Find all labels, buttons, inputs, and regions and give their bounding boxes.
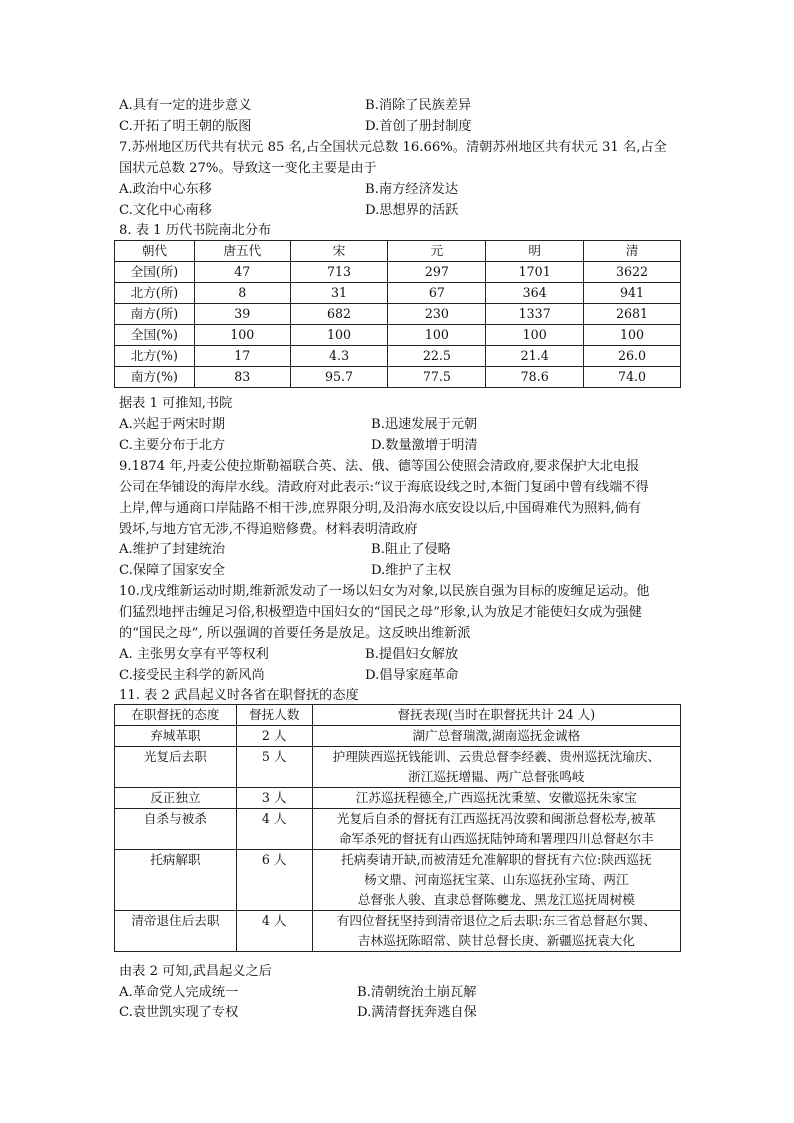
q9-stem-line-2: 公司在华铺设的海岸水线。清政府对此表示:“议于海底设线之时,本衙门复函中曾有线端不得: [119, 480, 649, 495]
count-cell: 3 人: [236, 788, 312, 809]
q7-option-b: B.南方经济发达: [365, 182, 459, 197]
q8-option-d: D.数量激增于明清: [371, 438, 478, 453]
q10-stem-line-2: 们猛烈地抨击缠足习俗,积极塑造中国妇女的“国民之母”形象,认为放足才能使妇女成为强健: [119, 605, 642, 620]
row-label-cell: 北方(%): [115, 346, 195, 367]
header-cell: 督抚表现(当时在职督抚共计 24 人): [312, 705, 680, 726]
value-cell: 元: [388, 241, 486, 262]
value-cell: 1701: [486, 262, 584, 283]
description-line: 总督张人骏、直隶总督陈夔龙、黑龙江巡抚周树模: [357, 892, 635, 907]
header-cell: 督抚人数: [236, 705, 312, 726]
description-cell: [312, 850, 680, 911]
q7-option-d: D.思想界的活跃: [365, 203, 459, 218]
table-row: [115, 788, 681, 809]
q10-stem-line-1: 10.戊戌维新运动时期,维新派发动了一场以妇女为对象,以民族自强为目标的废缠足运动。他: [119, 584, 650, 599]
table-1-academy-distribution: [114, 240, 681, 388]
table-row: [115, 911, 681, 952]
description-cell: [312, 747, 680, 788]
q10-option-d: D.倡导家庭革命: [365, 668, 459, 683]
value-cell: 2681: [584, 304, 681, 325]
attitude-cell: 弃城革职: [115, 726, 237, 747]
q9-stem-line-1: 9.1874 年,丹麦公使拉斯勒福联合英、法、俄、德等国公使照会清政府,要求保护大北电报: [119, 459, 640, 474]
q7-stem-line-1: 7.苏州地区历代共有状元 85 名,占全国状元总数 16.66%。清朝苏州地区共有状元 31 名,占全: [119, 140, 667, 155]
value-cell: 3622: [584, 262, 681, 283]
table-row: [115, 262, 681, 283]
q11-option-b: B.清朝统治土崩瓦解: [357, 985, 477, 1000]
value-cell: 宋: [290, 241, 388, 262]
table-row: [115, 283, 681, 304]
q11-option-a: A.革命党人完成统一: [119, 985, 239, 1000]
count-cell: 4 人: [236, 911, 312, 952]
row-label-cell: 北方(所): [115, 283, 195, 304]
count-cell: 2 人: [236, 726, 312, 747]
description-line: 托病奏请开缺,而被清廷允准解职的督抚有六位:陕西巡抚: [341, 852, 652, 867]
description-cell: [312, 788, 680, 809]
q10-option-c: C.接受民主科学的新风尚: [119, 668, 265, 683]
table-row: [115, 809, 681, 850]
value-cell: 清: [584, 241, 681, 262]
table-2-governor-attitudes: [114, 704, 681, 952]
description-line: 有四位督抚坚持到清帝退位之后去职:东三省总督赵尔巽、: [336, 913, 656, 928]
value-cell: 唐五代: [194, 241, 290, 262]
value-cell: 100: [486, 325, 584, 346]
value-cell: 95.7: [290, 367, 388, 388]
value-cell: 100: [584, 325, 681, 346]
description-line: 杨文鼎、河南巡抚宝菜、山东巡抚孙宝琦、两江: [364, 872, 629, 887]
q10-option-a: A. 主张男女享有平等权利: [119, 647, 269, 662]
value-cell: 明: [486, 241, 584, 262]
table-header-row: [115, 241, 681, 262]
value-cell: 230: [388, 304, 486, 325]
value-cell: 8: [194, 283, 290, 304]
description-line: 护理陕西巡抚钱能训、云贵总督李经羲、贵州巡抚沈瑜庆、: [332, 749, 661, 764]
attitude-cell: 清帝退住后去职: [115, 911, 237, 952]
table-row: [115, 726, 681, 747]
value-cell: 26.0: [584, 346, 681, 367]
attitude-cell: 光复后去职: [115, 747, 237, 788]
description-line: 命军杀死的督抚有山西巡抚陆钟琦和署理四川总督赵尔丰: [338, 831, 654, 846]
q11-option-d: D.满清督抚奔逃自保: [357, 1005, 477, 1020]
table-row: [115, 304, 681, 325]
table-row: [115, 367, 681, 388]
attitude-cell: 托病解职: [115, 850, 237, 911]
q7-stem-line-2: 国状元总数 27%。导致这一变化主要是由于: [119, 161, 377, 176]
value-cell: 100: [388, 325, 486, 346]
value-cell: 100: [194, 325, 290, 346]
value-cell: 682: [290, 304, 388, 325]
count-cell: 5 人: [236, 747, 312, 788]
value-cell: 47: [194, 262, 290, 283]
row-label-cell: 朝代: [115, 241, 195, 262]
value-cell: 713: [290, 262, 388, 283]
table-row: [115, 850, 681, 911]
row-label-cell: 南方(所): [115, 304, 195, 325]
table-header-row: [115, 705, 681, 726]
description-line: 江苏巡抚程德全,广西巡抚沈秉堃、安徽巡抚朱家宝: [355, 790, 637, 805]
q9-option-b: B.阻止了侵略: [371, 542, 451, 557]
value-cell: 31: [290, 283, 388, 304]
value-cell: 74.0: [584, 367, 681, 388]
q9-option-a: A.维护了封建统治: [119, 542, 226, 557]
q6-option-b: B.消除了民族差异: [365, 98, 472, 113]
value-cell: 941: [584, 283, 681, 304]
q11-caption: 11. 表 2 武昌起义时各省在职督抚的态度: [119, 688, 359, 703]
q6-option-a: A.具有一定的进步意义: [119, 98, 252, 113]
count-cell: 4 人: [236, 809, 312, 850]
description-line: 浙江巡抚增韫、两广总督张鸣岐: [408, 769, 585, 784]
value-cell: 100: [290, 325, 388, 346]
value-cell: 77.5: [388, 367, 486, 388]
q7-option-a: A.政治中心东移: [119, 182, 212, 197]
q10-option-b: B.提倡妇女解放: [365, 647, 459, 662]
description-line: 光复后自杀的督抚有江西巡抚冯汝骙和闽浙总督松寿,被革: [336, 811, 656, 826]
attitude-cell: 自杀与被杀: [115, 809, 237, 850]
value-cell: 67: [388, 283, 486, 304]
value-cell: 21.4: [486, 346, 584, 367]
row-label-cell: 全国(所): [115, 262, 195, 283]
description-cell: [312, 726, 680, 747]
description-cell: [312, 809, 680, 850]
value-cell: 83: [194, 367, 290, 388]
value-cell: 17: [194, 346, 290, 367]
q8-caption: 8. 表 1 历代书院南北分布: [119, 223, 272, 238]
q8-question: 据表 1 可推知,书院: [119, 396, 233, 411]
q9-option-d: D.维护了主权: [371, 563, 452, 578]
description-line: 湖广总督瑞澂,湖南巡抚金诚格: [412, 728, 581, 743]
value-cell: 39: [194, 304, 290, 325]
q11-option-c: C.袁世凯实现了专权: [119, 1005, 239, 1020]
table-row: [115, 346, 681, 367]
q11-question: 由表 2 可知,武昌起义之后: [119, 964, 272, 979]
description-line: 吉林巡抚陈昭常、陕甘总督长庚、新疆巡抚袁大化: [357, 933, 635, 948]
header-cell: 在职督抚的态度: [115, 705, 237, 726]
value-cell: 1337: [486, 304, 584, 325]
value-cell: 22.5: [388, 346, 486, 367]
description-cell: [312, 911, 680, 952]
count-cell: 6 人: [236, 850, 312, 911]
q8-option-c: C.主要分布于北方: [119, 438, 226, 453]
q9-stem-line-4: 毁坏,与地方官无涉,不得追赔修费。材料表明清政府: [119, 522, 418, 537]
row-label-cell: 全国(%): [115, 325, 195, 346]
q6-option-c: C.开拓了明王朝的版图: [119, 119, 252, 134]
value-cell: 297: [388, 262, 486, 283]
q8-option-b: B.迅速发展于元朝: [371, 417, 478, 432]
row-label-cell: 南方(%): [115, 367, 195, 388]
q8-option-a: A.兴起于两宋时期: [119, 417, 226, 432]
table-row: [115, 325, 681, 346]
value-cell: 78.6: [486, 367, 584, 388]
attitude-cell: 反正独立: [115, 788, 237, 809]
q9-stem-line-3: 上岸,俾与通商口岸陆路不相干涉,庶界限分明,及沿海水底安设以后,中国碍难代为照料,倘有: [119, 501, 642, 516]
q9-option-c: C.保障了国家安全: [119, 563, 226, 578]
value-cell: 4.3: [290, 346, 388, 367]
q10-stem-line-3: 的“国民之母”, 所以强调的首要任务是放足。这反映出维新派: [119, 626, 471, 641]
q7-option-c: C.文化中心南移: [119, 203, 212, 218]
table-row: [115, 747, 681, 788]
q6-option-d: D.首创了册封制度: [365, 119, 472, 134]
value-cell: 364: [486, 283, 584, 304]
